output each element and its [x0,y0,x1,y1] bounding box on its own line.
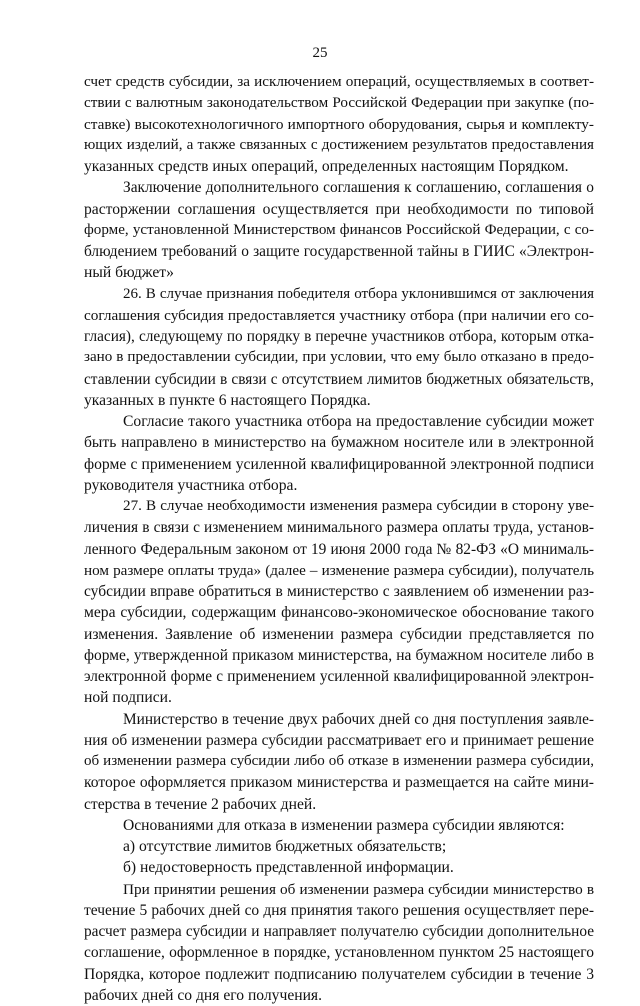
text-line: Заключение дополнительного соглашения к соглашению, соглашения о [123,179,594,197]
text-line: рабочих дней со дня его получения. [84,986,323,1004]
text-line: ния об изменении размера субсидии рассматривает его и принимает решение [84,731,594,749]
text-line: которое оформляется приказом министерства и размещается на сайте мини- [84,774,594,792]
text-line: соглашения субсидия предоставляется участнику отбора (при наличии его со- [84,306,594,324]
text-line: Министерство в течение двух рабочих дней со дня поступления заявле- [123,710,594,728]
text-line: а) отсутствие лимитов бюджетных обязательств; [123,838,447,855]
text-line: ленного Федеральным законом от 19 июня 2000 года № 82-ФЗ «О минималь- [84,540,594,558]
text-line: форме, установленной Министерством финансов Российской Федерации, с со- [84,221,594,238]
text-line: Основаниями для отказа в изменении размера субсидии являются: [123,816,565,834]
text-line: расторжении соглашения осуществляется при необходимости по типовой [84,200,594,218]
text-line: мера субсидии, содержащим финансово-экономическое обоснование такого [84,604,594,622]
text-line: быть направлено в министерство на бумажном носителе или в электронной [84,434,594,452]
text-line: 27. В случае необходимости изменения размера субсидии в сторону уве- [123,498,594,514]
text-line: форме, утвержденной приказом министерства, на бумажном носителе либо в [84,646,594,664]
text-line: Согласие такого участника отбора на предоставление субсидии может [123,413,594,430]
text-line: стерства в течение 2 рабочих дней. [84,795,317,813]
text-line: гласия), следующему по порядку в перечне участников отбора, которым отка- [84,328,594,345]
text-line: Порядка, которое подлежит подписанию получателем субсидии в течение 3 [84,965,594,983]
text-line: об изменении размера субсидии либо об отказе в изменении размера субсидии, [84,753,594,769]
text-line: ной подписи. [84,689,172,707]
text-line: ном размере оплаты труда» (далее – изменение размера субсидии), получатель [84,561,594,579]
text-line: указанных средств иных операций, определенных настоящим Порядком. [84,158,569,175]
text-line: личения в связи с изменением минимального размера оплаты труда, установ- [84,519,594,537]
text-line: изменения. Заявление об изменении размера субсидии представляется по [84,625,594,643]
text-line: руководителя участника отбора. [84,476,298,494]
text-line: При принятии решения об изменении размера субсидии министерство в [123,880,594,898]
text-line: 26. В случае признания победителя отбора уклонившимся от заключения [123,285,594,302]
body-text [84,71,594,1006]
text-line: указанных в пункте 6 настоящего Порядка. [84,391,371,409]
text-line: б) недостоверность представленной информации. [123,859,454,877]
text-line: ющих изделий, а также связанных с достижением результатов предоставления [84,136,594,153]
text-line: форме с применением усиленной квалифицированной электронной подписи [84,455,594,473]
text-line: ствии с валютным законодательством Российской Федерации при закупке (по- [84,94,594,112]
page-number: 25 [312,45,328,61]
text-line: счет средств субсидии, за исключением операций, осуществляемых в соответ- [84,73,594,90]
text-line: зано в предоставлении субсидии, при условии, что ему было отказано в предо- [84,349,594,366]
text-line: субсидии вправе обратиться в министерство с заявлением об изменении раз- [84,583,594,600]
text-line: ставлении субсидии в связи с отсутствием лимитов бюджетных обязательств, [84,370,594,388]
text-line: ставке) высокотехнологичного импортного оборудования, сырья и комплекту- [84,115,594,133]
text-line: ный бюджет» [84,264,174,282]
text-line: блюдением требований о защите государственной тайны в ГИИС «Электрон- [84,243,594,260]
text-line: расчет размера субсидии и направляет получателю субсидии дополнительное [84,923,594,940]
text-line: электронной форме с применением усиленной квалифицированной электрон- [84,668,594,685]
text-line: соглашение, оформленное в порядке, установленном пунктом 25 настоящего [84,944,594,962]
text-line: течение 5 рабочих дней со дня принятия такого решения осуществляет пере- [84,901,594,919]
